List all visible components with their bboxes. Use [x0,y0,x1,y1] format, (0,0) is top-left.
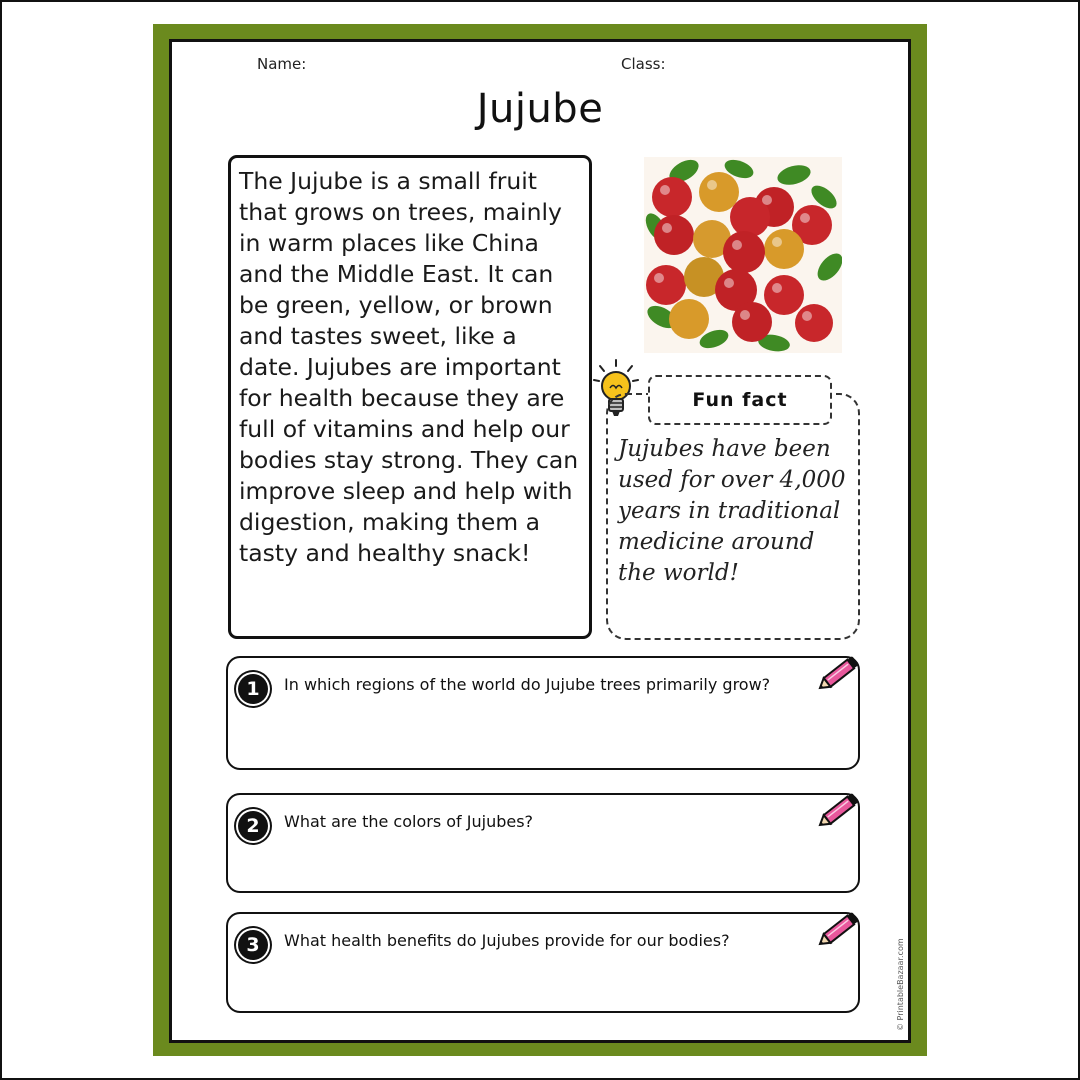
question-1-text: In which regions of the world do Jujube trees primarily grow? [284,675,771,694]
question-2-text: What are the colors of Jujubes? [284,812,534,831]
question-1-answer-box[interactable] [226,656,860,770]
reading-passage-text: The Jujube is a small fruit that grows on trees, mainly in warm places like China and the Middle East. It can be green, yellow, or brown and tastes sweet, like a date. Jujubes are important for health because they are full of vitamins and help our bodies stay strong. They can improve sleep and help with digestion, making them a tasty and healthy snack! [239,167,579,567]
name-label: Name: [257,55,307,73]
pencil-icon [814,906,866,952]
reading-passage-box [228,155,592,639]
copyright-watermark: © PrintableBazaar.com [896,938,905,1031]
jujube-fruit-image [644,157,842,353]
question-3-answer-box[interactable] [226,912,860,1013]
worksheet-title: Jujube [476,86,604,132]
pencil-icon [814,650,866,696]
fun-fact-text: Jujubes have been used for over 4,000 years in traditional medicine around the world! [618,436,846,586]
class-label: Class: [621,55,666,73]
fun-fact-heading: Fun fact [648,375,832,425]
question-2-number: 2 [238,811,268,841]
question-1-number: 1 [238,674,268,704]
question-3-number: 3 [238,930,268,960]
question-3-text: What health benefits do Jujubes provide for our bodies? [284,931,730,950]
pencil-icon [814,787,866,833]
question-2-answer-box[interactable] [226,793,860,893]
